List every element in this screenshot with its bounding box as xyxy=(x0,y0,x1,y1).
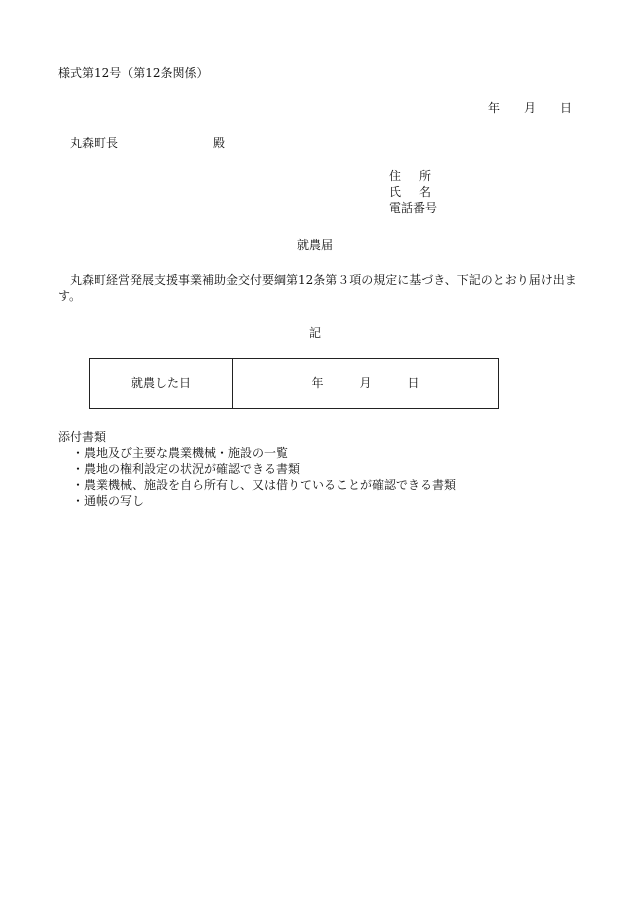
addressee-honorific: 殿 xyxy=(213,136,226,150)
body-text: 丸森町経営発展支援事業補助金交付要綱第12条第３項の規定に基づき、下記のとおり届け出ます。 xyxy=(58,273,577,303)
list-item: ・ 通帳の写し xyxy=(72,493,456,509)
note-heading: 記 xyxy=(308,326,321,340)
attachments-heading: 添付書類 xyxy=(58,430,107,444)
farming-start-date-label: 就農した日 xyxy=(90,359,233,408)
form-number: 様式第12号（第12条関係） xyxy=(58,66,209,80)
attachments-section xyxy=(58,429,456,509)
attachments-list xyxy=(58,445,456,509)
date-month-label: 月 xyxy=(523,101,536,115)
date-line xyxy=(488,100,572,116)
addressee-name: 丸森町長 xyxy=(70,136,119,150)
date-year-label: 年 xyxy=(487,101,500,115)
addressee xyxy=(70,135,225,151)
table-year-label: 年 xyxy=(311,376,324,391)
date-day-label: 日 xyxy=(559,101,572,115)
farming-start-date-table xyxy=(89,358,499,409)
list-item: ・ 農地及び主要な農業機械・施設の一覧 xyxy=(72,445,456,461)
applicant-phone-label: 電話番号 xyxy=(389,201,438,215)
applicant-address-label: 住 所 xyxy=(389,169,432,183)
document-title: 就農届 xyxy=(296,238,333,252)
applicant-name-label: 氏 名 xyxy=(389,185,432,199)
table-month-label: 月 xyxy=(359,376,372,391)
table-day-label: 日 xyxy=(407,376,420,391)
list-item: ・ 農業機械、施設を自ら所有し、又は借りていることが確認できる書類 xyxy=(72,477,456,493)
list-item: ・ 農地の権利設定の状況が確認できる書類 xyxy=(72,461,456,477)
applicant-block xyxy=(389,168,437,216)
farming-start-date-value xyxy=(233,359,498,408)
